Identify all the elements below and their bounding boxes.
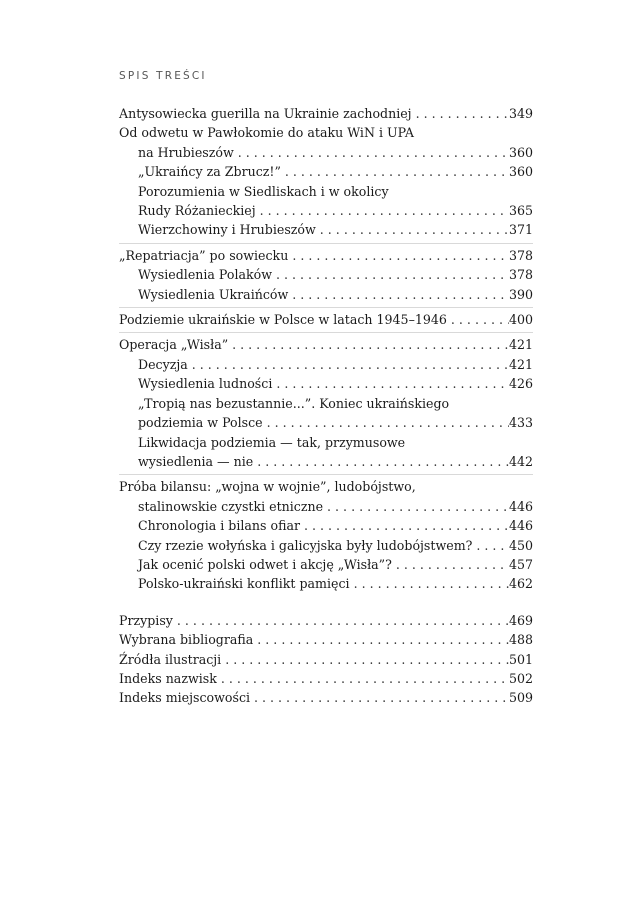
toc-page-number: 426 — [508, 376, 533, 392]
dot-leader — [323, 497, 509, 516]
toc-entry-title: Wysiedlenia Ukraińców — [138, 286, 289, 302]
toc-entry-title: Operacja „Wisła” — [119, 337, 229, 353]
toc-entry[interactable] — [119, 374, 533, 393]
dot-leader — [234, 143, 509, 162]
section-spacer — [119, 597, 533, 611]
toc-entry-title: „Repatriacja” po sowiecku — [119, 247, 289, 263]
toc-entry[interactable] — [119, 355, 533, 374]
dot-leader — [253, 452, 509, 471]
toc-entry[interactable] — [119, 574, 533, 593]
toc-entry[interactable] — [119, 611, 533, 630]
toc-page-number: 457 — [508, 556, 533, 572]
toc-page-number: 501 — [508, 651, 533, 667]
dot-leader — [350, 574, 509, 593]
toc-entry-title: Próba bilansu: „wojna w wojnie”, ludobójstwo, — [119, 479, 416, 495]
toc-entry-title: Decyzja — [138, 356, 188, 372]
toc-entry-title: „Ukraińcy za Zbrucz!” — [138, 164, 281, 180]
dot-leader — [272, 265, 509, 284]
toc-entry[interactable] — [119, 452, 533, 471]
toc-page-number: 360 — [508, 164, 533, 180]
toc-entry-title: podziemia w Polsce — [138, 415, 263, 431]
toc-page-number: 442 — [508, 453, 533, 469]
toc-section — [119, 307, 533, 329]
toc-entry[interactable] — [119, 413, 533, 432]
toc-page-number: 446 — [508, 498, 533, 514]
toc-entry[interactable] — [119, 104, 533, 123]
toc-page-number: 400 — [508, 312, 533, 328]
toc-entry-title: Od odwetu w Pawłokomie do ataku WiN i UPA — [119, 125, 415, 141]
toc-entry[interactable] — [119, 265, 533, 284]
toc-entry-title: Przypisy — [119, 612, 173, 628]
toc-entry-title: Wierzchowiny i Hrubieszów — [138, 222, 316, 238]
back-matter — [119, 611, 533, 708]
toc-entry[interactable] — [119, 688, 533, 707]
dot-leader — [173, 611, 509, 630]
toc-page-number: 365 — [508, 203, 533, 219]
dot-leader — [250, 688, 509, 707]
toc-page-number: 488 — [508, 632, 533, 648]
toc-section — [119, 474, 533, 593]
page-header: SPIS TREŚCI — [119, 70, 207, 82]
toc-page-number: 450 — [508, 537, 533, 553]
table-of-contents — [119, 104, 533, 708]
toc-entry-title: stalinowskie czystki etniczne — [138, 498, 324, 514]
toc-page-number: 421 — [508, 356, 533, 372]
toc-entry-title: Wysiedlenia ludności — [138, 376, 273, 392]
dot-leader — [392, 555, 509, 574]
toc-entry-title: wysiedlenia — nie — [138, 453, 254, 469]
toc-entry-title: na Hrubieszów — [138, 144, 234, 160]
dot-leader — [253, 630, 509, 649]
toc-page-number: 390 — [508, 286, 533, 302]
toc-page-number: 371 — [508, 222, 533, 238]
toc-page-number: 349 — [508, 106, 533, 121]
dot-leader — [281, 162, 509, 181]
toc-entry-title: Polsko-ukraiński konflikt pamięci — [138, 576, 350, 592]
toc-entry-title: Indeks miejscowości — [119, 690, 251, 706]
toc-entry-title: Podziemie ukraińskie w Polsce w latach 1945–1946 — [119, 312, 447, 328]
toc-page-number: 378 — [508, 247, 533, 263]
toc-entry-title: Źródła ilustracji — [119, 651, 222, 667]
toc-entry[interactable] — [119, 162, 533, 181]
toc-entry[interactable] — [119, 650, 533, 669]
toc-entry-title: Jak ocenić polski odwet i akcję „Wisła”? — [138, 556, 392, 572]
toc-entry-title: Czy rzezie wołyńska i galicyjska były ludobójstwem? — [138, 537, 473, 553]
dot-leader — [256, 201, 509, 220]
toc-entry-title: Wysiedlenia Polaków — [138, 267, 272, 283]
toc-entry-title: Indeks nazwisk — [119, 670, 217, 686]
dot-leader — [288, 246, 509, 265]
toc-entry-title: Porozumienia w Siedliskach i w okolicy — [138, 183, 389, 199]
toc-entry[interactable] — [119, 201, 533, 220]
dot-leader — [447, 310, 509, 329]
toc-section — [119, 243, 533, 304]
toc-section — [119, 332, 533, 471]
dot-leader — [228, 335, 509, 354]
toc-page-number: 502 — [508, 670, 533, 686]
toc-entry-title: „Tropią nas bezustannie...”. Koniec ukraińskiego — [138, 395, 450, 411]
toc-entry[interactable] — [119, 220, 533, 239]
toc-entry[interactable] — [119, 555, 533, 574]
toc-entry-title: Chronologia i bilans ofiar — [138, 518, 300, 534]
toc-entry[interactable] — [119, 335, 533, 354]
toc-entry[interactable] — [119, 285, 533, 304]
toc-section — [119, 104, 533, 240]
toc-page-number: 469 — [508, 612, 533, 628]
toc-entry[interactable] — [119, 143, 533, 162]
toc-page-number: 462 — [508, 576, 533, 592]
toc-page-number: 360 — [508, 144, 533, 160]
toc-page-number: 446 — [508, 518, 533, 534]
toc-entry[interactable] — [119, 536, 533, 555]
dot-leader — [188, 355, 509, 374]
toc-page-number: 421 — [508, 337, 533, 353]
dot-leader — [263, 413, 509, 432]
toc-entry[interactable] — [119, 246, 533, 265]
dot-leader — [221, 650, 509, 669]
toc-entry[interactable] — [119, 310, 533, 329]
toc-page-number: 509 — [508, 690, 533, 706]
dot-leader — [300, 516, 509, 535]
dot-leader — [288, 285, 509, 304]
dot-leader — [472, 536, 509, 555]
toc-entry-title: Rudy Różanieckiej — [138, 203, 256, 219]
toc-entry-title: Likwidacja podziemia — tak, przymusowe — [138, 434, 406, 450]
toc-entry-title: Antysowiecka guerilla na Ukrainie zachodniej — [119, 106, 412, 121]
toc-entry[interactable] — [119, 669, 533, 688]
dot-leader — [412, 104, 509, 123]
toc-entry-title: Wybrana bibliografia — [119, 632, 254, 648]
toc-page-number: 378 — [508, 267, 533, 283]
dot-leader — [272, 374, 509, 393]
dot-leader — [217, 669, 509, 688]
toc-entry[interactable] — [119, 497, 533, 516]
dot-leader — [316, 220, 509, 239]
toc-page-number: 433 — [508, 415, 533, 431]
toc-entry[interactable] — [119, 630, 533, 649]
toc-entry[interactable] — [119, 516, 533, 535]
